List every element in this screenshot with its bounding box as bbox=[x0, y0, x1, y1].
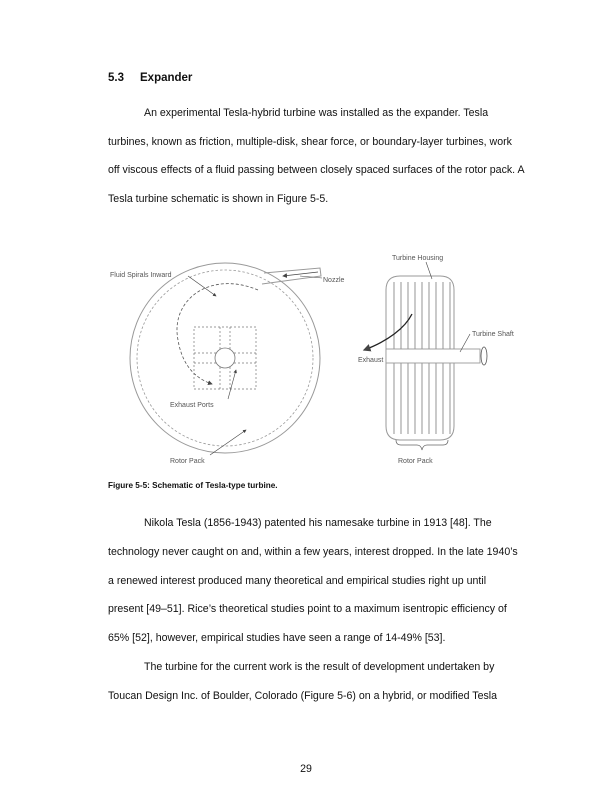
rotation-arrow bbox=[481, 347, 487, 365]
shaft-hub bbox=[215, 348, 235, 368]
page-number: 29 bbox=[300, 763, 312, 775]
label-rotor-pack-left: Rotor Pack bbox=[170, 458, 205, 465]
paragraph2-line-3: a renewed interest produced many theoretical and empirical studies right up until bbox=[108, 575, 487, 587]
label-nozzle: Nozzle bbox=[323, 277, 345, 284]
paragraph1-line-2: turbines, known as friction, multiple-disk, shear force, or boundary-layer turbines, work bbox=[108, 136, 512, 148]
label-rotor-pack-right: Rotor Pack bbox=[398, 458, 433, 465]
inward-spiral-path bbox=[177, 284, 258, 384]
paragraph1-line-3: off viscous effects of a fluid passing between closely spaced surfaces of the rotor pack. A bbox=[108, 164, 525, 176]
rotor-pack-brace bbox=[396, 440, 448, 450]
label-fluid-spirals-inward: Fluid Spirals Inward bbox=[110, 272, 172, 279]
side-view-diagram bbox=[364, 262, 487, 450]
paragraph2-line-4: present [49–51]. Rice’s theoretical studies point to a maximum isentropic efficiency of bbox=[108, 603, 507, 615]
label-turbine-shaft: Turbine Shaft bbox=[472, 331, 514, 338]
section-title: Expander bbox=[140, 72, 193, 84]
label-turbine-housing: Turbine Housing bbox=[392, 255, 444, 262]
paragraph3-line-2: Toucan Design Inc. of Boulder, Colorado (Figure 5-6) on a hybrid, or modified Tesla bbox=[108, 690, 498, 702]
section-number: 5.3 bbox=[108, 72, 124, 84]
exhaust-arrow bbox=[364, 314, 412, 350]
paragraph3-line-1: The turbine for the current work is the result of development undertaken by bbox=[144, 661, 495, 673]
front-view-diagram bbox=[130, 263, 322, 455]
turbine-shaft bbox=[386, 349, 480, 363]
paragraph2-line-2: technology never caught on and, within a few years, interest dropped. In the late 1940’s bbox=[108, 546, 518, 558]
paragraph2-line-5: 65% [52], however, empirical studies have seen a range of 14-49% [53]. bbox=[108, 632, 446, 644]
label-exhaust-ports: Exhaust Ports bbox=[170, 402, 214, 409]
paragraph1-line-4: Tesla turbine schematic is shown in Figure 5-5. bbox=[108, 193, 329, 205]
figure-caption: Figure 5-5: Schematic of Tesla-type turbine. bbox=[108, 481, 278, 490]
nozzle-shape bbox=[262, 268, 321, 284]
label-exhaust: Exhaust bbox=[358, 357, 384, 364]
paragraph1-line-1: An experimental Tesla-hybrid turbine was installed as the expander. Tesla bbox=[144, 107, 489, 119]
paragraph2-line-1: Nikola Tesla (1856-1943) patented his namesake turbine in 1913 [48]. The bbox=[144, 517, 492, 529]
